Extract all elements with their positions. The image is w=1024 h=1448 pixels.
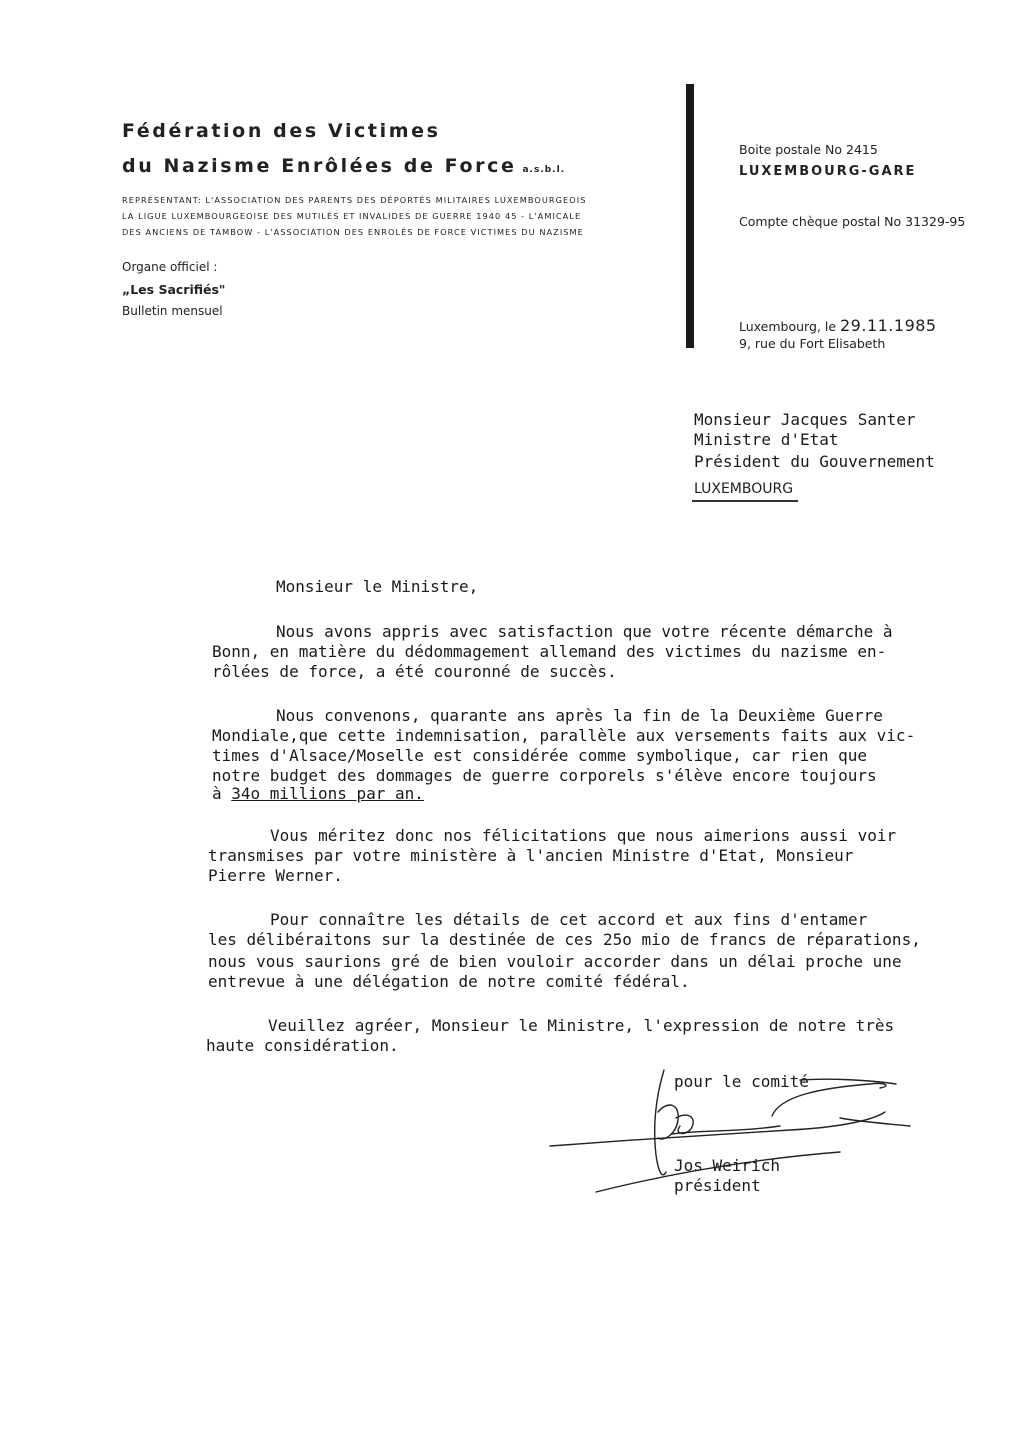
signatory-name: Jos Weirich [674,1156,780,1175]
organ-frequency: Bulletin mensuel [122,304,223,318]
signatory-role: président [674,1176,761,1195]
p2-line-2: Mondiale,que cette indemnisation, parallèle aux versements faits aux vic- [212,726,916,745]
org-suffix: a.s.b.l. [522,165,566,175]
salutation: Monsieur le Ministre, [276,577,479,596]
p2-amount-underlined: 34o millions par an. [231,784,424,803]
p3-line-2: transmises par votre ministère à l'ancien Ministre d'Etat, Monsieur [208,846,854,865]
date-line [739,316,937,335]
date-prefix: Luxembourg, le [739,319,837,334]
closing-line-2: haute considération. [206,1036,399,1055]
p4-line-1: Pour connaître les détails de cet accord et aux fins d'entamer [270,910,868,929]
street-address: 9, rue du Fort Elisabeth [739,336,886,351]
recipient-city: LUXEMBOURG [694,481,794,497]
p4-line-3: nous vous saurions gré de bien vouloir accorder dans un délai proche une [208,952,902,971]
org-name-line2-text: du Nazisme Enrôlées de Force [122,155,517,177]
signature-for-line: pour le comité [674,1072,809,1091]
p3-line-1: Vous méritez donc nos félicitations que nous aimerions aussi voir [270,826,897,845]
representing-line-3: DES ANCIENS DE TAMBOW - L'ASSOCIATION DES ENROLÉS DE FORCE VICTIMES DU NAZISME [122,227,584,237]
p2-line-5 [212,784,424,803]
organ-name: „Les Sacrifiés" [122,282,226,297]
organ-label: Organe officiel : [122,260,218,274]
p1-line-2: Bonn, en matière du dédommagement allemand des victimes du nazisme en- [212,642,887,661]
letterhead-vertical-rule [686,84,694,348]
postal-account: Compte chèque postal No 31329-95 [739,214,966,229]
org-name-line1: Fédération des Victimes [122,120,441,142]
recipient-title-1: Ministre d'Etat [694,430,839,449]
p4-line-2: les délibéraitons sur la destinée de ces 25o mio de francs de réparations, [208,930,921,949]
po-box: Boite postale No 2415 [739,142,878,157]
recipient-title-2: Président du Gouvernement [694,452,935,471]
letterhead-city: LUXEMBOURG-GARE [739,164,917,179]
p1-line-1: Nous avons appris avec satisfaction que votre récente démarche à [276,622,893,641]
p4-line-4: entrevue à une délégation de notre comité fédéral. [208,972,690,991]
letter-date: 29.11.1985 [840,316,937,335]
p2-line-4: notre budget des dommages de guerre corporels s'élève encore toujours [212,766,877,785]
recipient-city-underline [692,500,798,502]
p3-line-3: Pierre Werner. [208,866,343,885]
p1-line-3: rôlées de force, a été couronné de succès. [212,662,617,681]
representing-line-2: LA LIGUE LUXEMBOURGEOISE DES MUTILÉS ET INVALIDES DE GUERRE 1940 45 - L'AMICALE [122,211,582,221]
p2-last-prefix: à [212,784,232,803]
recipient-name: Monsieur Jacques Santer [694,410,916,429]
representing-line-1: REPRÉSENTANT: L'ASSOCIATION DES PARENTS DES DÉPORTÉS MILITAIRES LUXEMBOURGEOIS [122,195,587,205]
p2-line-3: times d'Alsace/Moselle est considérée comme symbolique, car rien que [212,746,868,765]
closing-line-1: Veuillez agréer, Monsieur le Ministre, l'expression de notre très [268,1016,895,1035]
p2-line-1: Nous convenons, quarante ans après la fin de la Deuxième Guerre [276,706,883,725]
org-name-line2 [122,155,565,177]
